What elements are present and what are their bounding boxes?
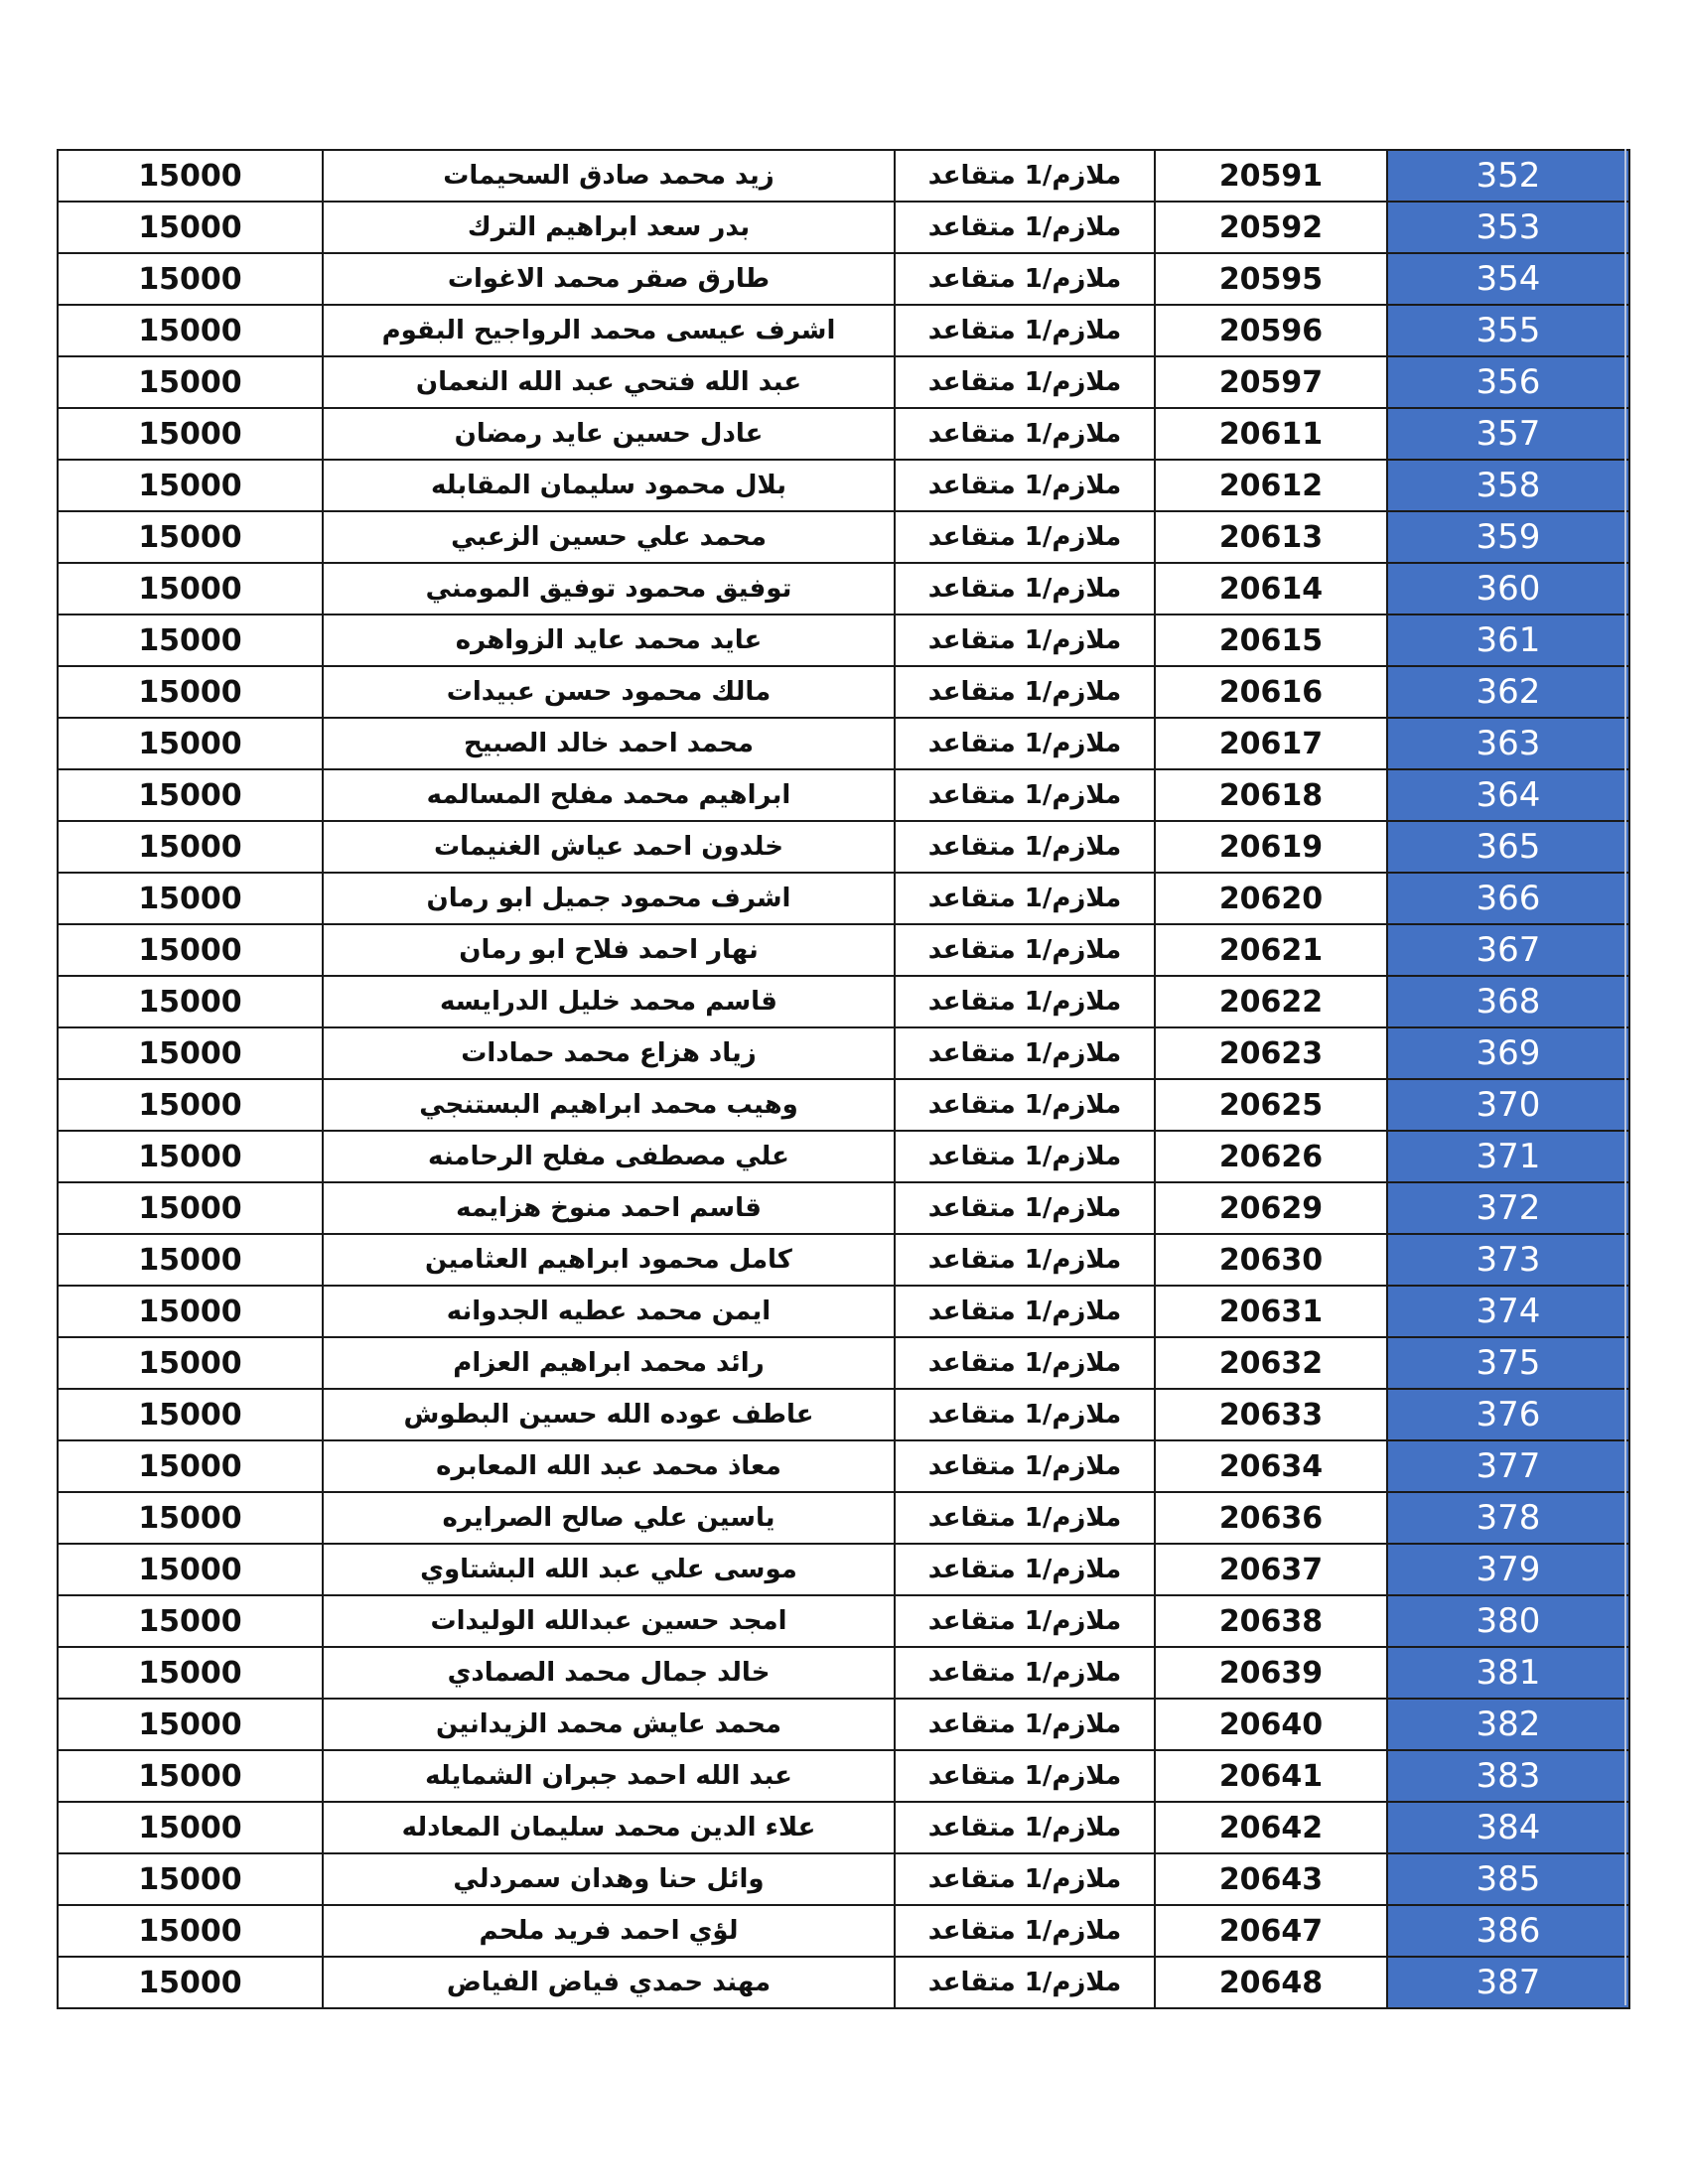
- id-cell: 20615: [1155, 614, 1387, 666]
- name-cell: محمد علي حسين الزعبي: [323, 511, 895, 563]
- id-cell: 20623: [1155, 1027, 1387, 1079]
- rank-cell: ملازم/1 متقاعد: [895, 1699, 1155, 1750]
- serial-cell: 354: [1387, 253, 1629, 305]
- amount-cell: 15000: [58, 1595, 323, 1647]
- serial-cell: 383: [1387, 1750, 1629, 1802]
- table-row: [58, 1647, 1629, 1699]
- id-cell: 20595: [1155, 253, 1387, 305]
- id-cell: 20596: [1155, 305, 1387, 356]
- id-cell: 20616: [1155, 666, 1387, 718]
- serial-cell: 387: [1387, 1957, 1629, 2008]
- serial-cell: 379: [1387, 1544, 1629, 1595]
- serial-cell: 366: [1387, 873, 1629, 924]
- id-cell: 20614: [1155, 563, 1387, 614]
- rank-cell: ملازم/1 متقاعد: [895, 1750, 1155, 1802]
- name-cell: عبد الله احمد جبران الشمايله: [323, 1750, 895, 1802]
- name-cell: وائل حنا وهدان سمردلي: [323, 1853, 895, 1905]
- id-cell: 20643: [1155, 1853, 1387, 1905]
- name-cell: امجد حسين عبدالله الوليدات: [323, 1595, 895, 1647]
- table-row: [58, 253, 1629, 305]
- id-cell: 20636: [1155, 1492, 1387, 1544]
- name-cell: ابراهيم محمد مفلح المسالمه: [323, 769, 895, 821]
- table-row: [58, 924, 1629, 976]
- table-row: [58, 1595, 1629, 1647]
- amount-cell: 15000: [58, 666, 323, 718]
- id-cell: 20631: [1155, 1286, 1387, 1337]
- amount-cell: 15000: [58, 1389, 323, 1440]
- rank-cell: ملازم/1 متقاعد: [895, 718, 1155, 769]
- name-cell: ايمن محمد عطيه الجدوانه: [323, 1286, 895, 1337]
- table-row: [58, 1337, 1629, 1389]
- right-edge-line: [1624, 149, 1626, 2005]
- serial-cell: 385: [1387, 1853, 1629, 1905]
- name-cell: محمد عايش محمد الزيدانين: [323, 1699, 895, 1750]
- amount-cell: 15000: [58, 1440, 323, 1492]
- amount-cell: 15000: [58, 976, 323, 1027]
- table-row: [58, 150, 1629, 202]
- table-row: [58, 1079, 1629, 1131]
- id-cell: 20621: [1155, 924, 1387, 976]
- name-cell: رائد محمد ابراهيم العزام: [323, 1337, 895, 1389]
- rank-cell: ملازم/1 متقاعد: [895, 1234, 1155, 1286]
- id-cell: 20626: [1155, 1131, 1387, 1182]
- id-cell: 20630: [1155, 1234, 1387, 1286]
- name-cell: عبد الله فتحي عبد الله النعمان: [323, 356, 895, 408]
- serial-cell: 381: [1387, 1647, 1629, 1699]
- serial-cell: 363: [1387, 718, 1629, 769]
- rank-cell: ملازم/1 متقاعد: [895, 305, 1155, 356]
- table-row: [58, 666, 1629, 718]
- rank-cell: ملازم/1 متقاعد: [895, 1544, 1155, 1595]
- rank-cell: ملازم/1 متقاعد: [895, 1440, 1155, 1492]
- rank-cell: ملازم/1 متقاعد: [895, 1853, 1155, 1905]
- amount-cell: 15000: [58, 511, 323, 563]
- amount-cell: 15000: [58, 305, 323, 356]
- id-cell: 20634: [1155, 1440, 1387, 1492]
- name-cell: معاذ محمد عبد الله المعابره: [323, 1440, 895, 1492]
- id-cell: 20617: [1155, 718, 1387, 769]
- name-cell: عايد محمد عايد الزواهره: [323, 614, 895, 666]
- rank-cell: ملازم/1 متقاعد: [895, 769, 1155, 821]
- name-cell: بلال محمود سليمان المقابله: [323, 460, 895, 511]
- table-row: [58, 1544, 1629, 1595]
- rank-cell: ملازم/1 متقاعد: [895, 1027, 1155, 1079]
- serial-cell: 370: [1387, 1079, 1629, 1131]
- serial-cell: 353: [1387, 202, 1629, 253]
- serial-cell: 368: [1387, 976, 1629, 1027]
- rank-cell: ملازم/1 متقاعد: [895, 1389, 1155, 1440]
- amount-cell: 15000: [58, 1957, 323, 2008]
- serial-cell: 384: [1387, 1802, 1629, 1853]
- id-cell: 20632: [1155, 1337, 1387, 1389]
- serial-cell: 372: [1387, 1182, 1629, 1234]
- table-row: [58, 614, 1629, 666]
- serial-cell: 360: [1387, 563, 1629, 614]
- serial-cell: 373: [1387, 1234, 1629, 1286]
- serial-cell: 378: [1387, 1492, 1629, 1544]
- serial-cell: 358: [1387, 460, 1629, 511]
- table-row: [58, 1750, 1629, 1802]
- table-row: [58, 202, 1629, 253]
- serial-cell: 374: [1387, 1286, 1629, 1337]
- id-cell: 20618: [1155, 769, 1387, 821]
- amount-cell: 15000: [58, 821, 323, 873]
- id-cell: 20612: [1155, 460, 1387, 511]
- serial-cell: 355: [1387, 305, 1629, 356]
- table-row: [58, 1234, 1629, 1286]
- amount-cell: 15000: [58, 1234, 323, 1286]
- id-cell: 20620: [1155, 873, 1387, 924]
- name-cell: اشرف عيسى محمد الرواجيح البقوم: [323, 305, 895, 356]
- rank-cell: ملازم/1 متقاعد: [895, 1492, 1155, 1544]
- name-cell: خلدون احمد عياش الغنيمات: [323, 821, 895, 873]
- rank-cell: ملازم/1 متقاعد: [895, 1286, 1155, 1337]
- serial-cell: 369: [1387, 1027, 1629, 1079]
- rank-cell: ملازم/1 متقاعد: [895, 1131, 1155, 1182]
- name-cell: عادل حسين عايد رمضان: [323, 408, 895, 460]
- amount-cell: 15000: [58, 1905, 323, 1957]
- name-cell: قاسم محمد خليل الدرايسه: [323, 976, 895, 1027]
- amount-cell: 15000: [58, 1750, 323, 1802]
- table-row: [58, 563, 1629, 614]
- name-cell: زيد محمد صادق السحيمات: [323, 150, 895, 202]
- records-sheet: [57, 149, 1628, 2009]
- serial-cell: 382: [1387, 1699, 1629, 1750]
- rank-cell: ملازم/1 متقاعد: [895, 460, 1155, 511]
- amount-cell: 15000: [58, 1699, 323, 1750]
- table-row: [58, 1440, 1629, 1492]
- table-row: [58, 1853, 1629, 1905]
- amount-cell: 15000: [58, 408, 323, 460]
- rank-cell: ملازم/1 متقاعد: [895, 614, 1155, 666]
- rank-cell: ملازم/1 متقاعد: [895, 408, 1155, 460]
- amount-cell: 15000: [58, 202, 323, 253]
- id-cell: 20625: [1155, 1079, 1387, 1131]
- id-cell: 20629: [1155, 1182, 1387, 1234]
- rank-cell: ملازم/1 متقاعد: [895, 1647, 1155, 1699]
- rank-cell: ملازم/1 متقاعد: [895, 1595, 1155, 1647]
- serial-cell: 386: [1387, 1905, 1629, 1957]
- name-cell: وهيب محمد ابراهيم البستنجي: [323, 1079, 895, 1131]
- amount-cell: 15000: [58, 769, 323, 821]
- table-row: [58, 1492, 1629, 1544]
- name-cell: علي مصطفى مفلح الرحامنه: [323, 1131, 895, 1182]
- table-row: [58, 976, 1629, 1027]
- serial-cell: 364: [1387, 769, 1629, 821]
- amount-cell: 15000: [58, 1647, 323, 1699]
- name-cell: قاسم احمد منوخ هزايمه: [323, 1182, 895, 1234]
- serial-cell: 367: [1387, 924, 1629, 976]
- name-cell: لؤي احمد فريد ملحم: [323, 1905, 895, 1957]
- name-cell: ياسين علي صالح الصرايره: [323, 1492, 895, 1544]
- serial-cell: 356: [1387, 356, 1629, 408]
- rank-cell: ملازم/1 متقاعد: [895, 150, 1155, 202]
- records-table-body: [58, 150, 1629, 2008]
- amount-cell: 15000: [58, 1853, 323, 1905]
- amount-cell: 15000: [58, 614, 323, 666]
- serial-cell: 380: [1387, 1595, 1629, 1647]
- name-cell: علاء الدين محمد سليمان المعادله: [323, 1802, 895, 1853]
- rank-cell: ملازم/1 متقاعد: [895, 976, 1155, 1027]
- table-row: [58, 1027, 1629, 1079]
- rank-cell: ملازم/1 متقاعد: [895, 1957, 1155, 2008]
- name-cell: مالك محمود حسن عبيدات: [323, 666, 895, 718]
- rank-cell: ملازم/1 متقاعد: [895, 1182, 1155, 1234]
- rank-cell: ملازم/1 متقاعد: [895, 1905, 1155, 1957]
- id-cell: 20640: [1155, 1699, 1387, 1750]
- table-row: [58, 511, 1629, 563]
- amount-cell: 15000: [58, 460, 323, 511]
- rank-cell: ملازم/1 متقاعد: [895, 202, 1155, 253]
- amount-cell: 15000: [58, 150, 323, 202]
- table-row: [58, 1905, 1629, 1957]
- rank-cell: ملازم/1 متقاعد: [895, 1079, 1155, 1131]
- amount-cell: 15000: [58, 1286, 323, 1337]
- amount-cell: 15000: [58, 1182, 323, 1234]
- id-cell: 20639: [1155, 1647, 1387, 1699]
- serial-cell: 371: [1387, 1131, 1629, 1182]
- id-cell: 20619: [1155, 821, 1387, 873]
- amount-cell: 15000: [58, 1027, 323, 1079]
- serial-cell: 362: [1387, 666, 1629, 718]
- amount-cell: 15000: [58, 356, 323, 408]
- id-cell: 20641: [1155, 1750, 1387, 1802]
- table-row: [58, 873, 1629, 924]
- id-cell: 20597: [1155, 356, 1387, 408]
- table-row: [58, 1389, 1629, 1440]
- id-cell: 20633: [1155, 1389, 1387, 1440]
- serial-cell: 352: [1387, 150, 1629, 202]
- name-cell: كامل محمود ابراهيم العثامين: [323, 1234, 895, 1286]
- table-row: [58, 821, 1629, 873]
- id-cell: 20613: [1155, 511, 1387, 563]
- amount-cell: 15000: [58, 1544, 323, 1595]
- table-row: [58, 1182, 1629, 1234]
- table-row: [58, 1699, 1629, 1750]
- serial-cell: 365: [1387, 821, 1629, 873]
- amount-cell: 15000: [58, 1131, 323, 1182]
- table-row: [58, 305, 1629, 356]
- amount-cell: 15000: [58, 1802, 323, 1853]
- id-cell: 20647: [1155, 1905, 1387, 1957]
- serial-cell: 377: [1387, 1440, 1629, 1492]
- table-row: [58, 1957, 1629, 2008]
- rank-cell: ملازم/1 متقاعد: [895, 356, 1155, 408]
- name-cell: نهار احمد فلاح ابو رمان: [323, 924, 895, 976]
- rank-cell: ملازم/1 متقاعد: [895, 666, 1155, 718]
- id-cell: 20622: [1155, 976, 1387, 1027]
- name-cell: عاطف عوده الله حسين البطوش: [323, 1389, 895, 1440]
- table-row: [58, 1802, 1629, 1853]
- rank-cell: ملازم/1 متقاعد: [895, 924, 1155, 976]
- rank-cell: ملازم/1 متقاعد: [895, 511, 1155, 563]
- id-cell: 20637: [1155, 1544, 1387, 1595]
- id-cell: 20638: [1155, 1595, 1387, 1647]
- table-row: [58, 769, 1629, 821]
- name-cell: طارق صقر محمد الاغوات: [323, 253, 895, 305]
- amount-cell: 15000: [58, 924, 323, 976]
- amount-cell: 15000: [58, 1337, 323, 1389]
- serial-cell: 361: [1387, 614, 1629, 666]
- records-table: [57, 149, 1630, 2009]
- id-cell: 20591: [1155, 150, 1387, 202]
- amount-cell: 15000: [58, 1492, 323, 1544]
- table-row: [58, 356, 1629, 408]
- amount-cell: 15000: [58, 1079, 323, 1131]
- table-row: [58, 460, 1629, 511]
- serial-cell: 376: [1387, 1389, 1629, 1440]
- serial-cell: 359: [1387, 511, 1629, 563]
- rank-cell: ملازم/1 متقاعد: [895, 1802, 1155, 1853]
- rank-cell: ملازم/1 متقاعد: [895, 253, 1155, 305]
- serial-cell: 375: [1387, 1337, 1629, 1389]
- rank-cell: ملازم/1 متقاعد: [895, 821, 1155, 873]
- name-cell: محمد احمد خالد الصبيح: [323, 718, 895, 769]
- rank-cell: ملازم/1 متقاعد: [895, 873, 1155, 924]
- amount-cell: 15000: [58, 253, 323, 305]
- table-row: [58, 1286, 1629, 1337]
- rank-cell: ملازم/1 متقاعد: [895, 1337, 1155, 1389]
- name-cell: خالد جمال محمد الصمادي: [323, 1647, 895, 1699]
- table-row: [58, 408, 1629, 460]
- name-cell: اشرف محمود جميل ابو رمان: [323, 873, 895, 924]
- amount-cell: 15000: [58, 563, 323, 614]
- id-cell: 20611: [1155, 408, 1387, 460]
- table-row: [58, 718, 1629, 769]
- name-cell: موسى علي عبد الله البشتاوي: [323, 1544, 895, 1595]
- name-cell: بدر سعد ابراهيم الترك: [323, 202, 895, 253]
- id-cell: 20642: [1155, 1802, 1387, 1853]
- amount-cell: 15000: [58, 718, 323, 769]
- name-cell: مهند حمدي فياض الفياض: [323, 1957, 895, 2008]
- name-cell: توفيق محمود توفيق المومني: [323, 563, 895, 614]
- amount-cell: 15000: [58, 873, 323, 924]
- id-cell: 20592: [1155, 202, 1387, 253]
- id-cell: 20648: [1155, 1957, 1387, 2008]
- serial-cell: 357: [1387, 408, 1629, 460]
- table-row: [58, 1131, 1629, 1182]
- name-cell: زياد هزاع محمد حمادات: [323, 1027, 895, 1079]
- rank-cell: ملازم/1 متقاعد: [895, 563, 1155, 614]
